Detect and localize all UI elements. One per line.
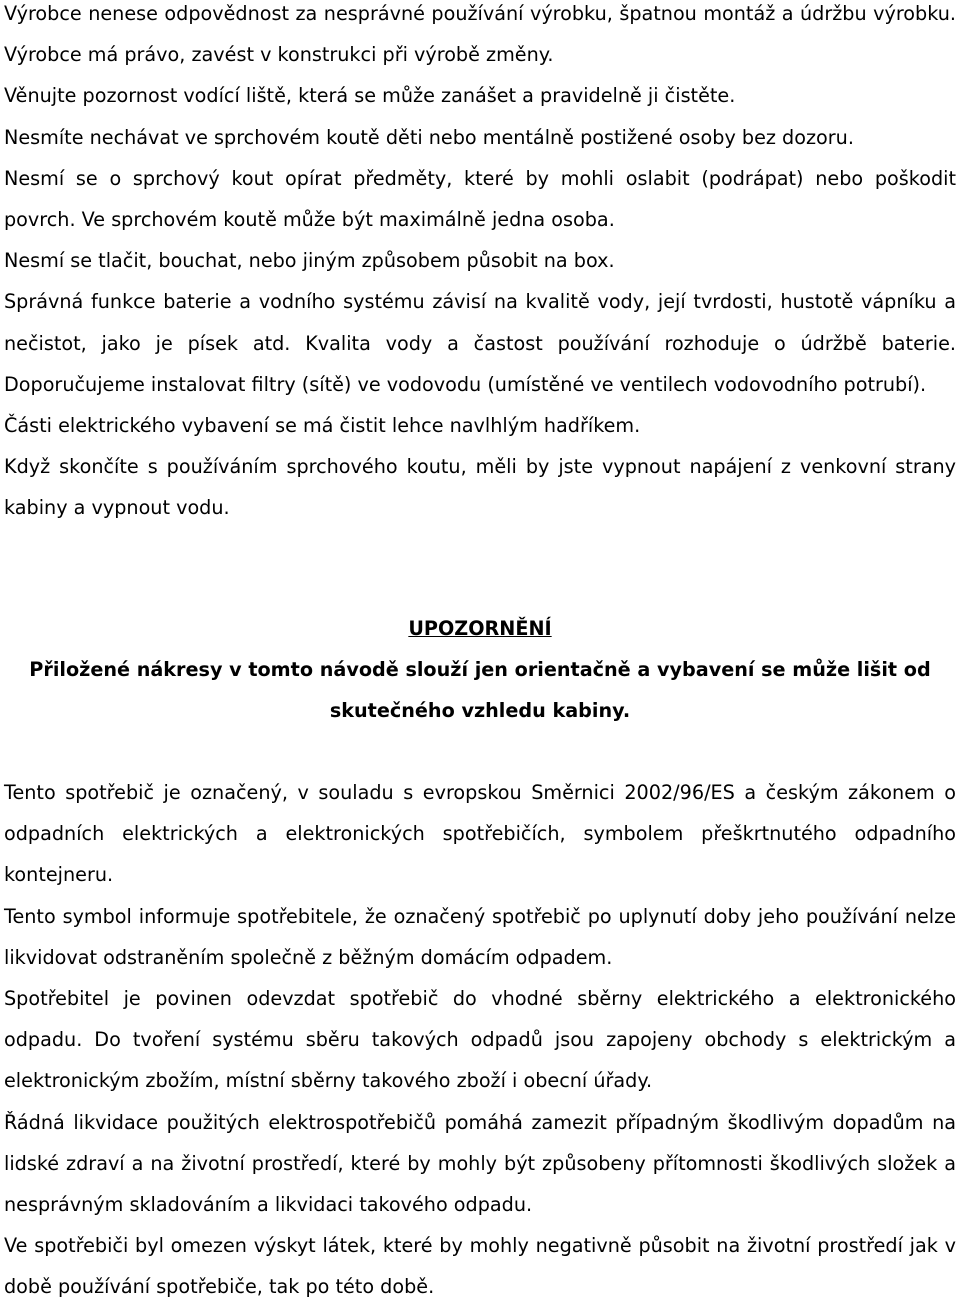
paragraph-no-pushing: Nesmí se tlačit, bouchat, nebo jiným způsobem působit na box. xyxy=(4,249,615,273)
warning-section xyxy=(4,608,956,732)
paragraph-symbol-info: Tento symbol informuje spotřebitele, že označený spotřebič po uplynutí doby jeho používání nelze likvidovat odstraněním společně z běžným domácím odpadem. xyxy=(4,904,956,969)
usage-instructions-section xyxy=(4,0,956,529)
paragraph-restricted-substances: Ve spotřebiči byl omezen výskyt látek, které by mohly negativně působit na životní prostředí jak v době používání spotřebiče, tak po této době. xyxy=(4,1234,956,1299)
disposal-section xyxy=(4,772,956,1308)
paragraph-water-quality: Správná funkce baterie a vodního systému závisí na kvalitě vody, její tvrdosti, hustotě vápníku a nečistot, jako je písek atd. Kvalita vody a častost používání rozhoduje o údržbě baterie. Doporučujeme instalovat filtry (sítě) ve vodovodu (umístěné ve ventilech vodovodního potrubí). xyxy=(4,290,956,396)
paragraph-collection-obligation: Spotřebitel je povinen odevzdat spotřebič do vhodné sběrny elektrického a elektronického odpadu. Do tvoření systému sběru takových odpadů jsou zapojeny obchody s elektrickým a elektronickým zbožím, místní sběrny takového zboží i obecní úřady. xyxy=(4,987,956,1093)
paragraph-proper-disposal: Řádná likvidace použitých elektrospotřebičů pomáhá zamezit případným škodlivým dopadům na lidské zdraví a na životní prostředí, které by mohly být způsobeny přítomnosti škodlivých složek a nesprávným skladováním a likvidaci takového odpadu. xyxy=(4,1110,956,1217)
paragraph-leaning-objects: Nesmí se o sprchový kout opírat předměty, které by mohli oslabit (podrápat) nebo poškodit povrch. Ve sprchovém koutě může být maximálně jedna osoba. xyxy=(4,166,956,232)
paragraph-weee-directive: Tento spotřebič je označený, v souladu s evropskou Směrnici 2002/96/ES a českým zákonem o odpadních elektrických a elektronických spotřebičích, symbolem přeškrtnutého odpadního kontejneru. xyxy=(4,781,956,887)
paragraph-guide-rail: Věnujte pozornost vodící liště, která se může zanášet a pravidelně ji čistěte. xyxy=(4,84,736,108)
warning-title: UPOZORNĚNÍ xyxy=(408,617,552,640)
paragraph-manufacturer-liability: Výrobce nenese odpovědnost za nesprávné používání výrobku, špatnou montáž a údržbu výrobku. Výrobce má právo, zavést v konstrukci při výrobě změny. xyxy=(4,2,956,67)
paragraph-children-supervision: Nesmíte nechávat ve sprchovém koutě děti nebo mentálně postižené osoby bez dozoru. xyxy=(4,125,854,149)
warning-text: Přiložené nákresy v tomto návodě slouží jen orientačně a vybavení se může lišit od skutečného vzhledu kabiny. xyxy=(29,658,931,723)
paragraph-power-off: Když skončíte s používáním sprchového koutu, měli by jste vypnout napájení z venkovní strany kabiny a vypnout vodu. xyxy=(4,455,956,520)
paragraph-cleaning-electric: Části elektrického vybavení se má čistit lehce navlhlým hadříkem. xyxy=(4,414,641,438)
